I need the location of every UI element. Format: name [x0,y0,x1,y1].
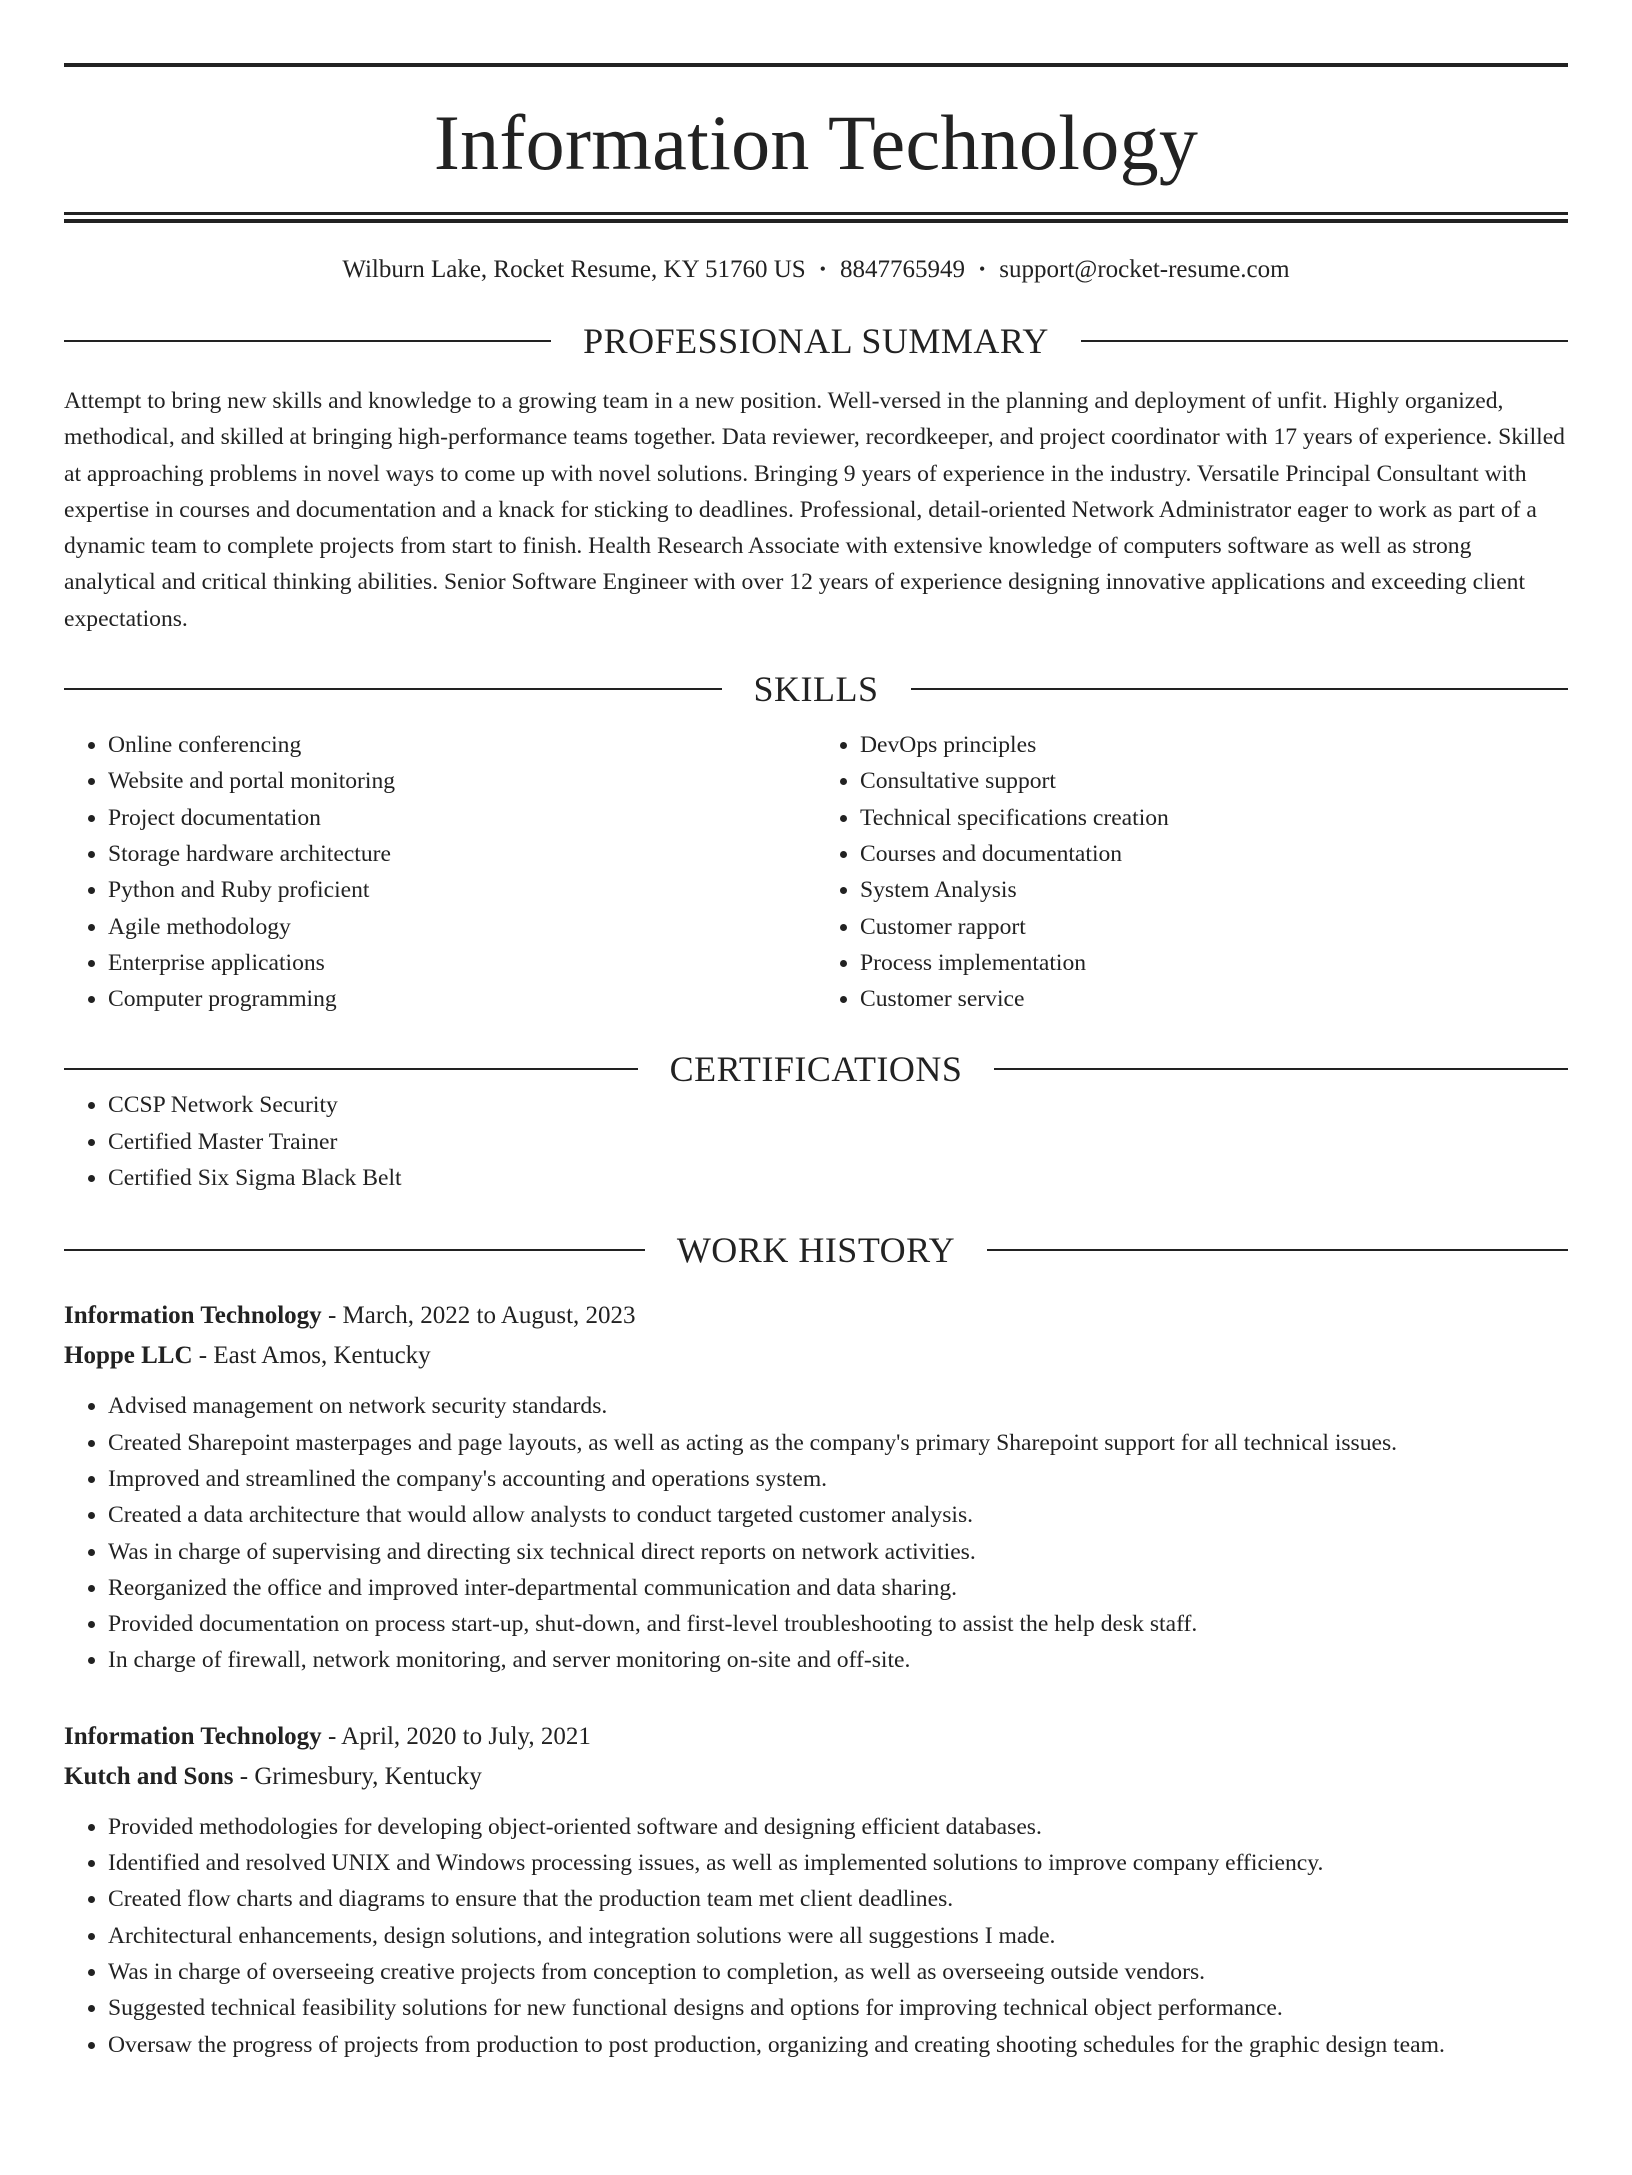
heading-rule-left [64,1068,638,1070]
job-duty-item: • Suggested technical feasibility solutions for new functional designs and options for improving technical object performance. [108,1990,1568,2026]
job-location: - East Amos, Kentucky [192,1342,431,1370]
job-duty-item: • Oversaw the progress of projects from production to post production, organizing and creating shooting schedules for the graphic design team. [108,2027,1568,2063]
skills-list-right [816,727,1568,1017]
skill-item: • Storage hardware architecture [108,836,816,872]
job-duties-list [64,1809,1568,2063]
resume-page [0,63,1632,2175]
job-title-line [64,1296,1568,1336]
header-top-rule [64,63,1568,67]
header-double-rule [64,212,1568,223]
job-duty-item: • Advised management on network security standards. [108,1388,1568,1424]
summary-text: Attempt to bring new skills and knowledge to a growing team in a new position. Well-versed in the planning and deployment of unfit. Highly organized, methodical, and skilled at bringing high-performance teams together. Data reviewer, recordkeeper, and project coordinator with 17 years of experience. Skilled at approaching problems in novel ways to come up with novel solutions. Bringing 9 years of experience in the industry. Versatile Principal Consultant with expertise in courses and documentation and a knack for sticking to deadlines. Professional, detail-oriented Network Administrator eager to work as part of a dynamic team to complete projects from start to finish. Health Research Associate with extensive knowledge of computers software as well as strong analytical and critical thinking abilities. Senior Software Engineer with over 12 years of experience designing innovative applications and exceeding client expectations. [64,388,1565,632]
heading-rule-left [64,688,722,690]
summary-section-heading [64,323,1568,359]
skill-item: • Process implementation [860,945,1568,981]
contact-email: support@rocket-resume.com [999,256,1290,283]
resume-name: Information Technology [433,99,1199,186]
heading-rule-right [1081,340,1568,342]
skill-item: • Customer service [860,981,1568,1017]
heading-rule-right [994,1068,1568,1070]
job-duty-item: • In charge of firewall, network monitoring, and server monitoring on-site and off-site. [108,1642,1568,1678]
skill-item: • System Analysis [860,872,1568,908]
certifications-title: CERTIFICATIONS [669,1049,963,1090]
certification-item: • Certified Six Sigma Black Belt [108,1160,1568,1196]
job-company: Kutch and Sons [64,1762,234,1790]
job-duty-item: • Was in charge of supervising and directing six technical direct reports on network activities. [108,1534,1568,1570]
contact-separator: • [819,259,826,279]
job-duty-item: • Was in charge of overseeing creative projects from conception to completion, as well as overseeing outside vendors. [108,1954,1568,1990]
skill-item: • Online conferencing [108,727,816,763]
contact-line [64,255,1568,285]
job-duty-item: • Architectural enhancements, design solutions, and integration solutions were all suggestions I made. [108,1918,1568,1954]
contact-address: Wilburn Lake, Rocket Resume, KY 51760 US [342,256,806,283]
job-duty-item: • Created Sharepoint masterpages and page layouts, as well as acting as the company's primary Sharepoint support for all technical issues. [108,1425,1568,1461]
job-duty-item: • Reorganized the office and improved inter-departmental communication and data sharing. [108,1570,1568,1606]
job-company-line [64,1336,1568,1376]
job-title-line [64,1717,1568,1757]
work-history-list [64,1296,1568,2062]
skill-item: • Customer rapport [860,909,1568,945]
skill-item: • Consultative support [860,763,1568,799]
skill-item: • Website and portal monitoring [108,763,816,799]
skill-item: • Technical specifications creation [860,800,1568,836]
summary-title: PROFESSIONAL SUMMARY [583,321,1049,361]
job-dates: - March, 2022 to August, 2023 [321,1302,636,1330]
heading-rule-left [64,340,551,342]
certifications-list [64,1087,1568,1196]
certification-item: • CCSP Network Security [108,1087,1568,1123]
heading-rule-left [64,1249,645,1251]
job-duty-item: • Provided methodologies for developing object-oriented software and designing efficient databases. [108,1809,1568,1845]
skills-list-left [64,727,816,1017]
skill-item: • Project documentation [108,800,816,836]
work-history-entry [64,1717,1568,2063]
skill-item: • Agile methodology [108,909,816,945]
job-title: Information Technology [64,1302,322,1330]
job-dates: - April, 2020 to July, 2021 [321,1722,591,1750]
certification-item: • Certified Master Trainer [108,1124,1568,1160]
job-duty-item: • Provided documentation on process start-up, shut-down, and first-level troubleshooting to assist the help desk staff. [108,1606,1568,1642]
job-duty-item: • Created a data architecture that would allow analysts to conduct targeted customer analysis. [108,1497,1568,1533]
skill-item: • Python and Ruby proficient [108,872,816,908]
job-duty-item: • Improved and streamlined the company's accounting and operations system. [108,1461,1568,1497]
skill-item: • Computer programming [108,981,816,1017]
work-history-section-heading [64,1230,1568,1271]
skill-item: • DevOps principles [860,727,1568,763]
job-duties-list [64,1388,1568,1678]
heading-rule-right [911,688,1569,690]
job-title: Information Technology [64,1722,322,1750]
job-company-line [64,1757,1568,1797]
skill-item: • Enterprise applications [108,945,816,981]
heading-rule-right [987,1249,1568,1251]
job-location: - Grimesbury, Kentucky [233,1762,482,1790]
job-duty-item: • Created flow charts and diagrams to ensure that the production team met client deadlines. [108,1881,1568,1917]
work-history-title: WORK HISTORY [676,1230,956,1271]
job-duty-item: • Identified and resolved UNIX and Windows processing issues, as well as implemented solutions to improve company efficiency. [108,1845,1568,1881]
skill-item: • Courses and documentation [860,836,1568,872]
skills-title: SKILLS [753,669,879,710]
skills-columns [64,727,1568,1017]
contact-separator: • [978,259,986,279]
job-company: Hoppe LLC [64,1342,193,1370]
certifications-section-heading [64,1049,1568,1090]
skills-section-heading [64,669,1568,710]
contact-phone: 8847765949 [839,256,965,283]
work-history-entry [64,1296,1568,1678]
